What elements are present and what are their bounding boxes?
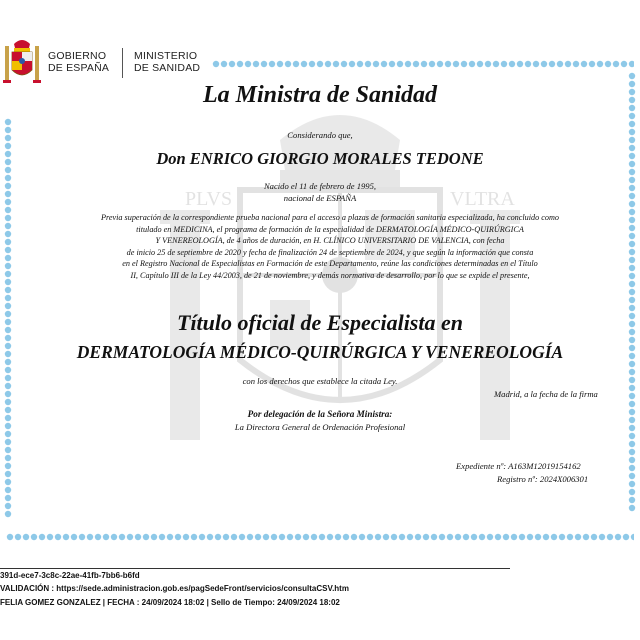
specialty-name: DERMATOLOGÍA MÉDICO-QUIRÚRGICA Y VENEREOLOGÍA [76,342,564,362]
certificate-body [80,212,580,282]
director-text: La Directora General de Ordenación Profesional [234,422,406,432]
min-line-2: DE SANIDAD [134,62,201,74]
gov-line-2: DE ESPAÑA [48,62,110,74]
considering-text: Considerando que, [287,130,353,140]
body-line: Y VENEREOLOGÍA, de 4 años de duración, en H. CLÍNICO UNIVERSITARIO DE VALENCIA, con fecha [155,236,505,246]
birth-line-2: nacional de ESPAÑA [283,193,357,203]
decorative-border-top [212,58,634,70]
body-line: de inicio 25 de septiembre de 2020 y fecha de finalización 24 de septiembre de 2024, y que según la información que consta [126,247,534,257]
specialist-title-heading: Título oficial de Especialista en [177,310,463,335]
place-date: Madrid, a la fecha de la firma [494,389,598,399]
header-divider [122,48,123,78]
body-line: titulado en MEDICINA, el programa de formación de la especialidad de DERMATOLOGÍA MÉDICO-QUIRÚRGICA [136,224,524,234]
rights-text: con los derechos que establece la citada Ley. [242,376,398,386]
body-line: en el Registro Nacional de Especialistas en Formación de este Departamento, reúne las condiciones determinadas en el Título [122,259,538,269]
coat-of-arms-logo [2,36,42,88]
body-line: II, Capítulo III de la Ley 44/2003, de 21 de noviembre, y demás normativa de desarrollo, por lo que se expide el presente, [130,270,530,280]
validation-url[interactable]: VALIDACIÓN : https://sede.administracion.gob.es/pagSedeFront/servicios/consultaCSV.htm [0,584,349,593]
ministry-label [134,50,200,74]
csv-code: 391d-ece7-3c8c-22ae-41fb-7bb6-b6fd [0,571,140,580]
recipient-name: Don ENRICO GIORGIO MORALES TEDONE [156,149,484,168]
motto-right: VLTRA [450,188,515,210]
certificate-title: La Ministra de Sanidad [202,82,438,108]
delegation-text: Por delegación de la Señora Ministra: [247,409,393,419]
government-label [48,50,109,74]
decorative-border-bottom [6,531,634,543]
registro-number: Registro nº: 2024X006301 [497,474,589,484]
signature-info: FELIA GOMEZ GONZALEZ | FECHA : 24/09/2024 18:02 | Sello de Tiempo: 24/09/2024 18:02 [0,598,340,607]
min-line-1: MINISTERIO [134,50,198,62]
gov-line-1: GOBIERNO [48,50,107,62]
expediente-number: Expediente nº: A163M12019154162 [456,461,581,471]
footer-divider [0,568,510,569]
birth-line-1: Nacido el 11 de febrero de 1995, [263,181,377,191]
body-line: Previa superación de la correspondiente prueba nacional para el acceso a plazas de formación sanitaria especializada, ha concluido como [100,213,560,222]
motto-left: PLVS [185,188,233,210]
